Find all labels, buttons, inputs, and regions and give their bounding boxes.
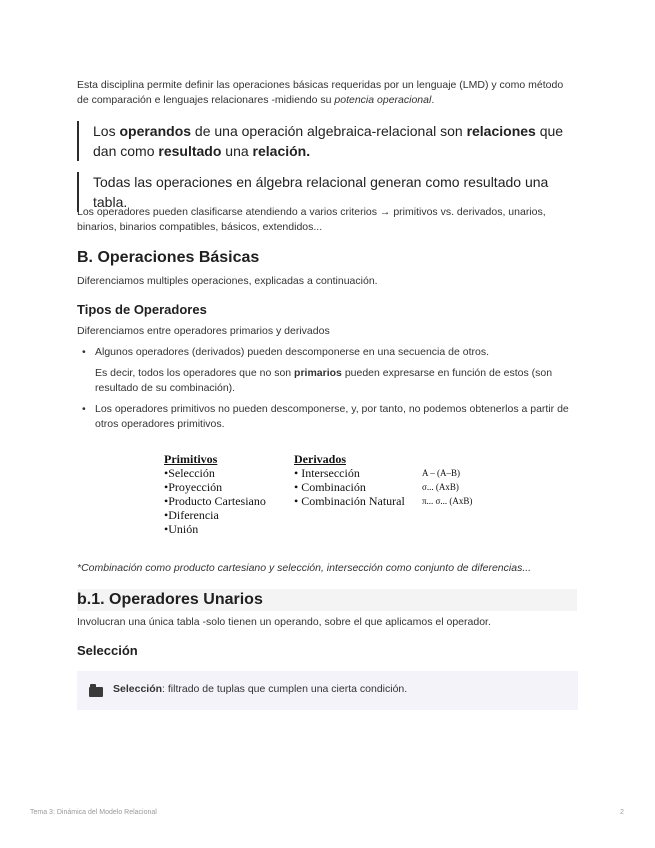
list-item: [77, 345, 582, 396]
bullet1-sub: [95, 366, 582, 396]
primitivo-item: •Selección: [164, 466, 215, 480]
sub-text: pueden expresarse en función de estos (son resultado de su combinación).: [95, 367, 553, 394]
list-item: [77, 402, 582, 432]
b1-title: b.1. Operadores Unarios: [77, 589, 577, 611]
formula-item: A – (A–B): [422, 468, 460, 478]
intro-emphasis: potencia operacional: [334, 94, 432, 106]
callout-rest: : filtrado de tuplas que cumplen una cierta condición.: [162, 683, 408, 695]
quote1-part: Los: [93, 123, 120, 139]
primitivo-item: •Diferencia: [164, 508, 219, 522]
quote1-bold-resultado: resultado: [158, 143, 222, 159]
quote2-text: Todas las operaciones en álgebra relacional generan como resultado una tabla.: [93, 174, 549, 210]
primitivos-column: [164, 452, 266, 536]
callout-bold: Selección: [113, 683, 163, 695]
derivado-item: • Combinación Natural: [294, 494, 405, 508]
quote1-part: una: [221, 143, 253, 159]
tipos-title: Tipos de Operadores: [77, 302, 207, 317]
b1-desc: Involucran una única tabla -solo tienen un operando, sobre el que aplicamos el operador.: [77, 616, 491, 628]
sub-bold-primarios: primarios: [294, 367, 342, 379]
intro-paragraph: [77, 78, 577, 108]
note-paragraph: *Combinación como producto cartesiano y selección, intersección como conjunto de diferencias...: [77, 562, 532, 574]
primitivo-item: •Producto Cartesiano: [164, 494, 266, 508]
operators-figure: [164, 452, 504, 538]
bullet1-text: Algunos operadores (derivados) pueden descomponerse en una secuencia de otros.: [95, 346, 490, 358]
formulas-column: [422, 466, 472, 508]
derivados-head: Derivados: [294, 452, 346, 466]
sub-text: Es decir, todos los operadores que no son: [95, 367, 295, 379]
primitivos-head: Primitivos: [164, 452, 218, 466]
derivado-item: • Intersección: [294, 466, 360, 480]
bullet-glyph: •: [82, 403, 86, 415]
section-b-desc: Diferenciamos multiples operaciones, explicadas a continuación.: [77, 275, 378, 287]
primitivo-item: •Proyección: [164, 480, 223, 494]
section-b-title: B. Operaciones Básicas: [77, 249, 260, 266]
derivado-item: • Combinación: [294, 480, 366, 494]
formula-item: σ... (AxB): [422, 482, 459, 492]
derivados-column: [294, 452, 405, 508]
bullet-glyph: •: [82, 346, 86, 358]
footer-title: Tema 3: Dinámica del Modelo Relacional: [30, 809, 157, 816]
callout-text: [113, 682, 407, 697]
classify-paragraph: Los operadores pueden clasificarse atendiendo a varios criterios → primitivos vs. derivados, unarios, binarios, binarios compatibles, básicos, extendidos...: [77, 206, 546, 233]
intro-end: .: [431, 94, 435, 106]
seleccion-title: Selección: [77, 643, 138, 658]
quote1-bold-relaciones: relaciones: [466, 123, 536, 139]
intro-text: Esta disciplina permite definir las operaciones básicas requeridas por un lenguaje (LMD) y como método de comparación e lenguajes relacionares -midiendo su: [77, 79, 564, 106]
formula-item: π... σ... (AxB): [422, 496, 473, 506]
quote-operandos: [77, 121, 577, 161]
primitivo-item: •Unión: [164, 522, 199, 536]
quote1-part: que dan como: [93, 123, 564, 159]
seleccion-callout: [77, 671, 578, 710]
footer-page-number: 2: [620, 809, 624, 816]
quote1-bold-relacion: relación.: [252, 143, 311, 159]
folder-icon: [89, 687, 103, 697]
tipos-list: [77, 345, 582, 432]
quote1-part: de una operación algebraica-relacional son: [191, 123, 467, 139]
quote1-bold-operandos: operandos: [119, 123, 192, 139]
tipos-desc: Diferenciamos entre operadores primarios y derivados: [77, 325, 330, 337]
bullet2-text: Los operadores primitivos no pueden descomponerse, y, por tanto, no podemos obtenerlos a partir de otros operadores primitivos.: [95, 403, 569, 430]
